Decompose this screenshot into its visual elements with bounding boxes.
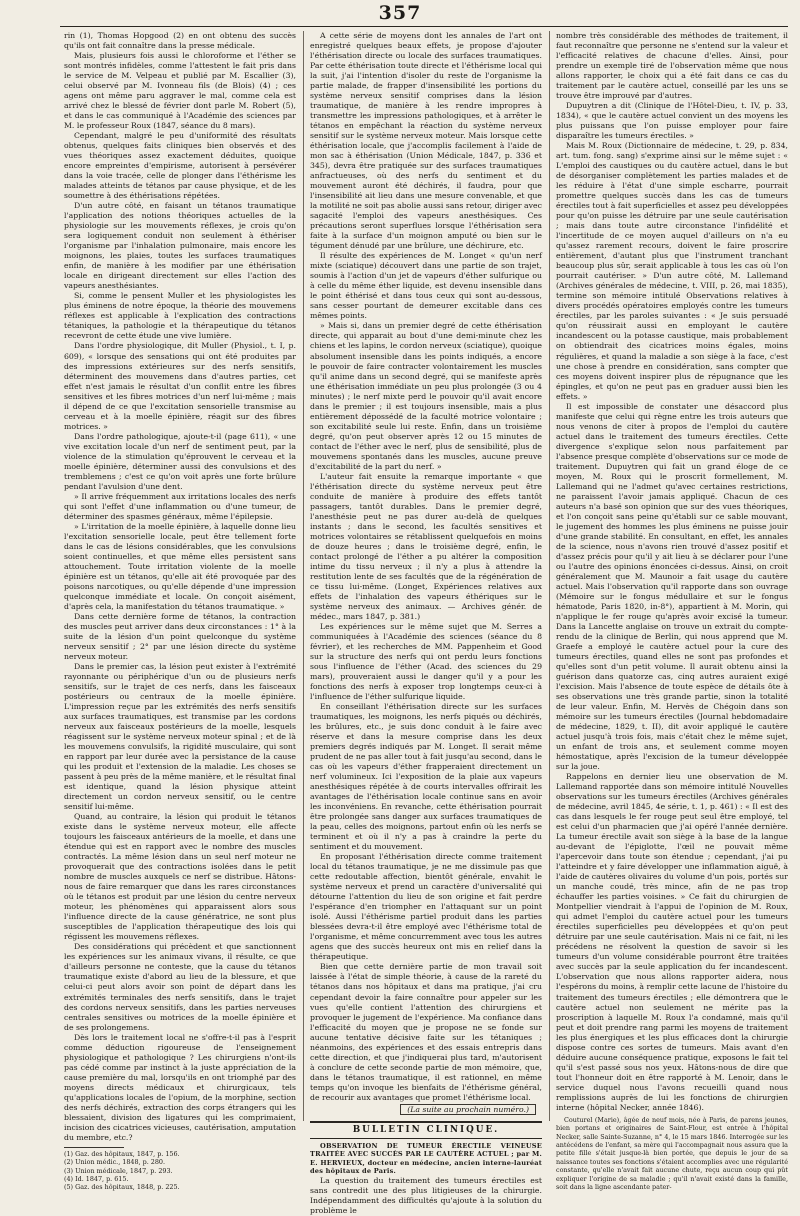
section-title: BULLETIN CLINIQUE. — [352, 1124, 500, 1135]
paragraph: Dans l'ordre pathologique, ajoute-t-il (page 611), « une vive excitation locale d'un nerf de sentiment peut, par la violence de la stimulation qu'éprouvent le cerveau et la moelle épinière, déterminer aussi des convulsions et des tremblemens ; c'est ce qu'on voit après une forte brûlure pendant l'avulsion d'une dent. — [64, 431, 296, 491]
paragraph: Dans cette dernière forme de tétanos, la contraction des muscles peut arriver dans deux circonstances : 1° à la suite de la lésion d'un point quelconque du système nerveux sensitif ; 2° par une lésion directe du système nerveux moteur. — [64, 611, 296, 661]
section-rule — [310, 1138, 542, 1139]
paragraph: Bien que cette dernière partie de mon travail soit laissée à l'état de simple théorie, à cause de la rareté du tétanos dans nos hôpitaux et dans ma pratique, j'ai cru cependant devoir la faire connaître pour appeler sur les vues qu'elle contient l'attention des chirurgiens et provoquer le jugement de l'expérience. Ma confiance dans l'efficacité du moyen que je propose ne se fonde sur aucune tentative décisive faite sur les tétaniques ; néanmoins, des expériences et des essais entrepris dans cette direction, et que j'indiquerai plus tard, m'autorisent à conclure de cette seconde partie de mon mémoire, que, dans le tétanos traumatique, il est rationnel, en même temps qu'on invoque les bienfaits de l'éthérisme général, de recourir aux avantages que promet l'éthérisme local. — [310, 962, 542, 1102]
case-report: Couturel (Marie), âgée de neuf mois, née à Paris, de parens jeunes, bien portans et originaires de Saint-Flour, est entrée à l'hôpital Necker, salle Sainte-Suzanne, n° 4, le 15 mars 1846. Interrogée sur les antécédens de l'enfant, sa mère qui l'accompagnait nous assura que la petite fille s'était jusque-là bien portée, que depuis le jour de sa naissance toutes ses fonctions s'étaient accomplies avec une régularité constante, qu'elle n'avait fait aucune chute, reçu aucun coup qui pût expliquer l'origine de sa maladie ; qu'il n'avait existé dans la famille, soit dans la ligne ascendante pater- — [556, 1115, 788, 1191]
paragraph: Dans l'ordre physiologique, dit Muller (Physiol., t. I, p. 609), « lorsque des sensations qui ont été produites par des impressions extérieures sur des nerfs sensitifs, déterminent des mouvemens dans d'autres parties, cet effet n'est jamais le résultat d'un conflit entre les fibres sensitives et les fibres motrices d'un nerf lui-même ; mais il dépend de ce que l'excitation sensorielle transmise au cerveau et à la moelle épinière, réagit sur des fibres motrices. » — [64, 341, 296, 431]
paragraph: L'auteur fait ensuite la remarque importante « que l'éthérisation directe du système nerveux peut être conduite de manière à produire des effets tantôt passagers, tantôt durables. Dans le premier degré, l'anesthésie peut ne pas durer au-delà de quelques instants ; dans le second, les facultés sensitives et motrices volontaires se rétablissent quelquefois en moins de douze heures ; dans le troisième degré, enfin, le contact prolongé de l'éther a pu altérer la composition intime du tissu nerveux ; il n'y a plus à attendre la restitution lente de ses facultés que de la régénération de ce tissu lui-même. (Longet, Expériences relatives aux effets de l'inhalation des vapeurs éthériques sur le système nerveux des animaux. — Archives génér. de médec., mars 1847, p. 381.) — [310, 471, 542, 621]
paragraph: Il est impossible de constater une désaccord plus manifeste que celui qui règne entre les trois auteurs que nous venons de citer à propos de l'emploi du cautère actuel dans le traitement des tumeurs érectiles. Cette divergence s'explique selon nous parfaitement par l'absence presque complète d'observations sur ce mode de traitement. Dupuytren qui fait un grand éloge de ce moyen, M. Roux qui le proscrit formellement, M. Lallemand qui ne l'admet qu'avec certaines restrictions, ne paraissent l'avoir jamais appliqué. Chacun de ces auteurs n'a basé son opinion que sur des vues théoriques, et l'on conçoit sans peine qu'établi sur ce sable mouvant, le jugement des hommes les plus éminens ne puisse jouir d'une grande stabilité. En consultant, en effet, les annales de la science, nous n'avons rien trouvé d'assez positif et d'assez précis pour qu'il y ait lieu à se déclarer pour l'une ou l'autre des opinions énoncées ci-dessus. Ainsi, on croit généralement que M. Maunoir a fait usage du cautère actuel. Mais l'observation qu'il rapporte dans son ouvrage (Mémoire sur le fongus médullaire et sur le fongus hématode, Paris 1820, in-8°), appartient à M. Morin, qui n'applique le fer rouge qu'après avoir excisé la tumeur. Dans la Lancette anglaise on trouve un extrait du compte-rendu de la clinique de Berlin, qui nous apprend que M. Graefe a employé le cautère actuel pour la cure des tumeurs érectiles, quand elles ne sont pas profondes et qu'elles sont d'un petit volume. Il aurait obtenu ainsi la guérison dans quatorze cas, cinq autres auraient exigé l'excision. Mais l'absence de toute espèce de détails ôte à ses observations une très grande partie, sinon la totalité de leur valeur. Enfin, M. Hervès de Chégoin dans son mémoire sur les tumeurs érectiles (Journal hebdomadaire de médecine, 1829, t. II), dit avoir appliqué le cautère actuel jusqu'à trois fois, mais c'était chez le même sujet, un enfant de trois ans, et seulement comme moyen hémostatique, après l'excision de la tumeur développée sur la joue. — [556, 401, 788, 772]
paragraph: Des considérations qui précèdent et que sanctionnent les expériences sur les animaux vivans, il résulte, ce que d'ailleurs personne ne conteste, que la cause du tétanos traumatique existe d'abord au lieu de la blessure, et que celui-ci peut alors avoir son point de départ dans les extrémités terminales des nerfs sensitifs, dans le trajet des cordons nerveux sensitifs, dans les parties nerveuses centrales sensitives ou motrices de la moelle épinière et de ses prolongemens. — [64, 942, 296, 1032]
paragraph: A cette série de moyens dont les annales de l'art ont enregistré quelques beaux effets, je propose d'ajouter l'éthérisation directe ou locale des surfaces traumatiques. Par cette éthérisation toute directe et l'éthérisme local qui la suit, j'ai l'intention d'isoler du reste de l'organisme la partie malade, de frapper d'insensibilité les portions du système nerveux sensitif comprises dans la lésion traumatique, de manière à les rendre impropres à transmettre les impressions pathologiques, et à arrêter le tétanos en empêchant la réaction du système nerveux sensitif sur le système nerveux moteur. Mais lorsque cette éthérisation locale, que j'accomplis facilement à l'aide de mon sac à éthérisation (Union Médicale, 1847, p. 336 et 345), devra être pratiquée sur des surfaces traumatiques anfractueuses, où des nerfs du sentiment et du mouvement auront été déchirés, il faudra, pour que l'insensibilité ait lieu dans une mesure convenable, et que la motilité ne soit pas abolie aussi sans retour, diriger avec sagacité l'emploi des vapeurs anesthésiques. Ces précautions seront superflues lorsque l'éthérisation sera faite à la surface d'un moignon amputé ou bien sur le tégument dénudé par une brûlure, une déchirure, etc. — [310, 31, 542, 251]
paragraph: Les expériences sur le même sujet que M. Serres a communiquées à l'Académie des sciences (séance du 8 février), et les recherches de MM. Pappenheim et Good sur la structure des nerfs qui ont perdu leurs fonctions sous l'influence de l'éther (Acad. des sciences du 29 mars), prouveraient aussi le danger qu'il y a pour les fonctions des nerfs à exposer trop longtemps ceux-ci à l'influence de l'éther sulfurique liquide. — [310, 621, 542, 702]
paragraph: Si, comme le pensent Muller et les physiologistes les plus éminens de notre époque, la théorie des mouvemens réflexes est applicable à l'explication des contractions tétaniques, la pathologie et la thérapeutique du tétanos recevront de cette étude une vive lumière. — [64, 291, 296, 341]
footnote: (1) Gaz. des hôpitaux, 1847, p. 156. — [64, 1149, 180, 1158]
paragraph: En proposant l'éthérisation directe comme traitement local du tétanos traumatique, je ne me dissimule pas que cette redoutable affection, bientôt générale, envahit le système nerveux et prend un caractère d'universalité qui détourne l'attention du lieu de son origine et fait perdre l'espérance d'en triompher en l'attaquant sur un point isolé. Aussi l'éthérisme partiel produit dans les parties blessées devra-t-il être employé avec l'éthérisme total de l'organisme, et même concurremment avec tous les autres agens que des succès heureux ont mis en relief dans la thérapeutique. — [310, 852, 542, 962]
paragraph: Dupuytren a dit (Clinique de l'Hôtel-Dieu, t. IV, p. 33, 1834), « que le cautère actuel convient un des moyens les plus puissans que l'on puisse employer pour faire disparaître les tumeurs érectiles. » — [556, 101, 788, 141]
paragraph: Quand, au contraire, la lésion qui produit le tétanos existe dans le système nerveux moteur, elle affecte toujours les faisceaux antérieurs de la moelle, et dans une étendue qui est en rapport avec le nombre des muscles contractés. La même lésion dans un seul nerf moteur ne provoquerait que des contractions isolées dans le petit nombre de muscles auxquels ce nerf se distribue. Hâtons-nous de faire remarquer que dans les rares circonstances où le tétanos est produit par une lésion du centre nerveux moteur, les phénomènes qui apparaissent alors sous l'influence directe de la cause génératrice, ne sont plus susceptibles de l'application thérapeutique des lois qui régissent les mouvemens réflexes. — [64, 812, 296, 942]
paragraph: Il résulte des expériences de M. Longet « qu'un nerf mixte (sciatique) découvert dans une partie de son trajet, soumis à l'action d'un jet de vapeurs d'éther sulfurique ou à celle du même éther liquide, est devenu insensible dans le point éthérisé et dans tous ceux qui sont au-dessous, sans cesser pourtant de demeurer excitable dans ces mêmes points. — [310, 251, 542, 321]
header-rule — [60, 26, 788, 27]
footnote: (5) Gaz. des hôpitaux, 1848, p. 225. — [64, 1183, 180, 1192]
footnotes — [64, 1150, 296, 1192]
paragraph: Dès lors le traitement local ne s'offre-t-il pas à l'esprit comme déduction rigoureuse de l'enseignement physiologique et pathologique ? Les chirurgiens n'ont-ils pas cédé comme par instinct à la juste appréciation de la cause première du mal, lorsqu'ils en ont triomphé par des moyens directs médicaux et chirurgicaux, tels qu'applications locales de l'opium, de la morphine, section des nerfs déchirés, extraction des corps étrangers qui les blessaient, division des ligatures qui les comprimaient, incision des cicatrices vicieuses, cautérisation, amputation du membre, etc.? — [64, 1032, 296, 1142]
column-divider — [303, 31, 304, 1121]
column-1 — [64, 31, 296, 1192]
column-2 — [310, 31, 542, 1216]
to-be-continued-note: (La suite au prochain numéro.) — [310, 1105, 536, 1115]
paragraph: Cependant, malgré le peu d'uniformité des résultats obtenus, quelques faits cliniques bien observés et des vues théoriques assez exactement déduites, quoique encore empreintes d'empirisme, autorisent à persévérer dans la voie tracée, celle de plonger dans l'éthérisme les malades atteints de tétanos par cause physique, et de les soumettre à des éthérisations répétées. — [64, 131, 296, 201]
paragraph: rin (1), Thomas Hopgood (2) en ont obtenu des succès qu'ils ont fait connaître dans la presse médicale. — [64, 31, 296, 51]
paragraph: » L'irritation de la moelle épinière, à laquelle donne lieu l'excitation sensorielle locale, peut être tellement forte dans le cas de lésions considérables, que les convulsions soient continuelles, et que même elles persistent sans attouchement. Toute irritation violente de la moelle épinière est un tétanos, qu'elle ait été provoquée par des poisons narcotiques, ou qu'elle dépende d'une impression quelconque immédiate et locale. On conçoit aisément, d'après cela, la manifestation du tétanos traumatique. » — [64, 521, 296, 611]
section-rule — [310, 1121, 542, 1123]
footnote: (3) Union médicale, 1847, p. 293. — [64, 1166, 173, 1175]
paragraph: Dans le premier cas, la lésion peut exister à l'extrémité rayonnante ou périphérique d'un ou de plusieurs nerfs sensitifs, sur le trajet de ces nerfs, dans les faisceaux postérieurs ou centraux de la moelle épinière. L'impression reçue par les extrémités des nerfs sensitifs aux surfaces traumatiques, est transmise par les cordons nerveux aux faisceaux postérieurs de la moelle, lesquels réagissent sur le système nerveux moteur spinal ; et de là les mouvemens convulsifs, la rigidité musculaire, qui sont en rapport par leur durée avec la persistance de la cause qui les produit et l'extension de la maladie. Les choses se passent à peu près de la même manière, et le résultat final est identique, quand la lésion physique atteint directement un cordon nerveux sensitif, ou le centre sensitif lui-même. — [64, 661, 296, 812]
footnote-rule — [64, 1147, 124, 1148]
paragraph: Mais, plusieurs fois aussi le chloroforme et l'éther se sont montrés infidèles, comme l'attestent le fait pris dans le service de M. Velpeau et publié par M. Escallier (3), celui observé par M. Ivonneau fils (de Blois) (4) ; ces agens ont même paru aggraver le mal, comme cela est arrivé chez le blessé de février dont parle M. Robert (5), et dans le cas communiqué à l'Académie des sciences par M. le professeur Roux (1847, séance du 8 mars). — [64, 51, 296, 131]
paragraph: nombre très considérable des méthodes de traitement, il faut reconnaître que personne ne s'entend sur la valeur et l'efficacité relatives de chacune d'elles. Ainsi, pour prendre un exemple tiré de l'observation même que nous allons rapporter, le choix qui a été fait dans ce cas du traitement par le cautère actuel, conseillé par les uns se trouve être improuvé par d'autres. — [556, 31, 788, 101]
footnote: (2) Union médic., 1848, p. 280. — [64, 1158, 165, 1167]
paragraph: » Il arrive fréquemment aux irritations locales des nerfs qui sont l'effet d'une inflammation ou d'une tumeur, de déterminer des spasmes généraux, même l'épilepsie. — [64, 491, 296, 521]
paragraph: Rappelons en dernier lieu une observation de M. Lallemand rapportée dans son mémoire intitulé Nouvelles observations sur les tumeurs érectiles (Archives générales de médecine, avril 1845, 4e série, t. 1, p. 461) : « Il est des cas dans lesquels le fer rouge peut seul être employé, tel est celui d'un pharmacien que j'ai opéré l'année dernière. La tumeur érectile avait son siège à la base de la langue au-devant de l'épiglotte, l'œil ne pouvait même l'apercevoir dans toute son étendue ; cependant, j'ai pu l'atteindre et y faire développer une inflammation aiguë, à l'aide de cautères olivaires du volume d'un pois, portés sur un manche coudé, très mince, afin de ne pas trop échauffer les parties voisines. » Ce fait du chirurgien de Montpellier viendrait à l'appui de l'opinion de M. Roux, qui admet l'emploi du cautère actuel pour les tumeurs érectiles superficielles peu développées et qu'on peut détruire par une seule cautérisation. Mais ni ce fait, ni les précédens ne résolvent la question de savoir si les tumeurs d'un volume considérable pourront être traitées avec succès par la seule application du fer incandescent. L'observation que nous allons rapporter aidera, nous l'espérons du moins, à remplir cette lacune de l'histoire du traitement des tumeurs érectiles ; elle démontrera que le cautère actuel non seulement ne mérite pas la proscription à laquelle M. Roux l'a condamné, mais qu'il peut et doit prendre rang parmi les moyens de traitement les plus énergiques et les plus efficaces dont la chirurgie dispose contre ces sortes de tumeurs. Mais avant d'en déduire aucune conséquence pratique, exposons le fait tel qu'il s'est passé sous nos yeux. Hâtons-nous de dire que tout l'honneur doit en être rapporté à M. Lenoir, dans le service duquel nous l'avons recueilli quand nous remplissions auprès de lui les fonctions de chirurgien interne (hôpital Necker, année 1846). — [556, 772, 788, 1112]
paragraph: En conseillant l'éthérisation directe sur les surfaces traumatiques, les moignons, les nerfs piqués ou déchirés, les brûlures, etc., je suis donc conduit à le faire avec réserve et dans la mesure comprise dans les deux premiers degrés indiqués par M. Longet. Il serait même prudent de ne pas aller tout à fait jusqu'au second, dans le cas où les vapeurs d'éther frapperaient directement un nerf volumineux. Ici l'exposition de la plaie aux vapeurs anesthésiques répétée à de courts intervalles offrirait les avantages de l'éthérisation locale continue sans en avoir les inconvéniens. En revanche, cette éthérisation pourrait être prolongée sans danger aux surfaces traumatiques de la peau, celles des moignons, partout enfin où les nerfs se terminent et où il n'y a pas à craindre la perte du sentiment et du mouvement. — [310, 702, 542, 852]
paragraph: D'un autre côté, en faisant un tétanos traumatique l'application des notions théoriques actuelles de la physiologie sur les mouvements réflexes, je crois qu'on sera logiquement conduit non seulement à éthériser l'organisme par l'inhalation pulmonaire, mais encore les moignons, les plaies, toutes les surfaces traumatiques enfin, de manière à les modifier par une éthérisation locale en dirigeant directement sur elles l'action des vapeurs anesthésiantes. — [64, 201, 296, 291]
page-number: 357 — [378, 2, 422, 24]
paragraph: » Mais si, dans un premier degré de cette éthérisation directe, qui apparait au bout d'une demi-minute chez les chiens et les lapins, le cordon nerveux (sciatique), quoique absolument insensible dans les points indiqués, a encore le pouvoir de faire contracter volontairement les muscles qu'il anime dans un second degré, qui se manifeste après une éthérisation immédiate un peu plus prolongée (3 ou 4 minutes) ; le nerf mixte perd le pouvoir qu'il avait encore dans le premier ; il est toujours insensible, mais a plus entièrement dépossédé de la faculté motrice volontaire ; son excitabilité seule lui reste. Enfin, dans un troisième degré, qu'on peut observer après 12 ou 15 minutes de contact de l'éther avec le nerf, plus de sensibilité, plus de mouvemens spontanés dans les muscles, aucune preuve d'excitabilité de la part du nerf. » — [310, 321, 542, 471]
paragraph: Mais M. Roux (Dictionnaire de médecine, t. 29, p. 834, art. tum. fong. sang) s'exprime ainsi sur le même sujet : « L'emploi des caustiques ou du cautère actuel, dans le but de désorganiser complètement les parties malades et de les réduire à l'état d'une simple escharre, pourrait promettre quelques succès dans les cas de tumeurs érectiles tout à fait superficielles et assez peu développées pour qu'on puisse les détruire par une seule cautérisation ; mais dans toute autre circonstance l'infidélité et l'incertitude de ce moyen auquel d'ailleurs on n'a eu qu'assez rarement recours, doivent le faire proscrire entièrement, d'autant plus que l'instrument tranchant beaucoup plus sûr, serait applicable à tous les cas où l'on pourrait cautériser. » D'un autre côté, M. Lallemand (Archives générales de médecine, t. VIII, p. 26, mai 1835), termine son mémoire intitulé Observations relatives à divers procédés opératoires employés contre les tumeurs érectiles, par les paroles suivantes : « Je suis persuadé qu'on réussirait aussi en employant le cautère incandescent ou la potasse caustique, mais probablement on obtiendrait des cicatrices moins égales, moins régulières, et quand la maladie a son siège à la face, c'est une chose à prendre en considération, sans compter que ces moyens doivent inspirer plus de répugnance que les épingles, et qu'on ne peut pas en graduer aussi bien les effets. » — [556, 141, 788, 401]
observation-title: OBSERVATION DE TUMEUR ÉRECTILE VEINEUSE TRAITÉE AVEC SUCCÈS PAR LE CAUTÈRE ACTUEL ; par M. E. HERVIEUX, docteur en médecine, ancien interne-lauréat des hôpitaux de Paris. — [310, 1141, 542, 1176]
footnote: (4) Id. 1847, p. 615. — [64, 1174, 129, 1183]
paragraph: La question du traitement des tumeurs érectiles est sans contredit une des plus litigieuses de la chirurgie. Indépendamment des difficultés qu'ajoute à la solution du problème le — [310, 1176, 542, 1216]
column-3 — [556, 31, 788, 1191]
column-divider — [549, 31, 550, 1121]
